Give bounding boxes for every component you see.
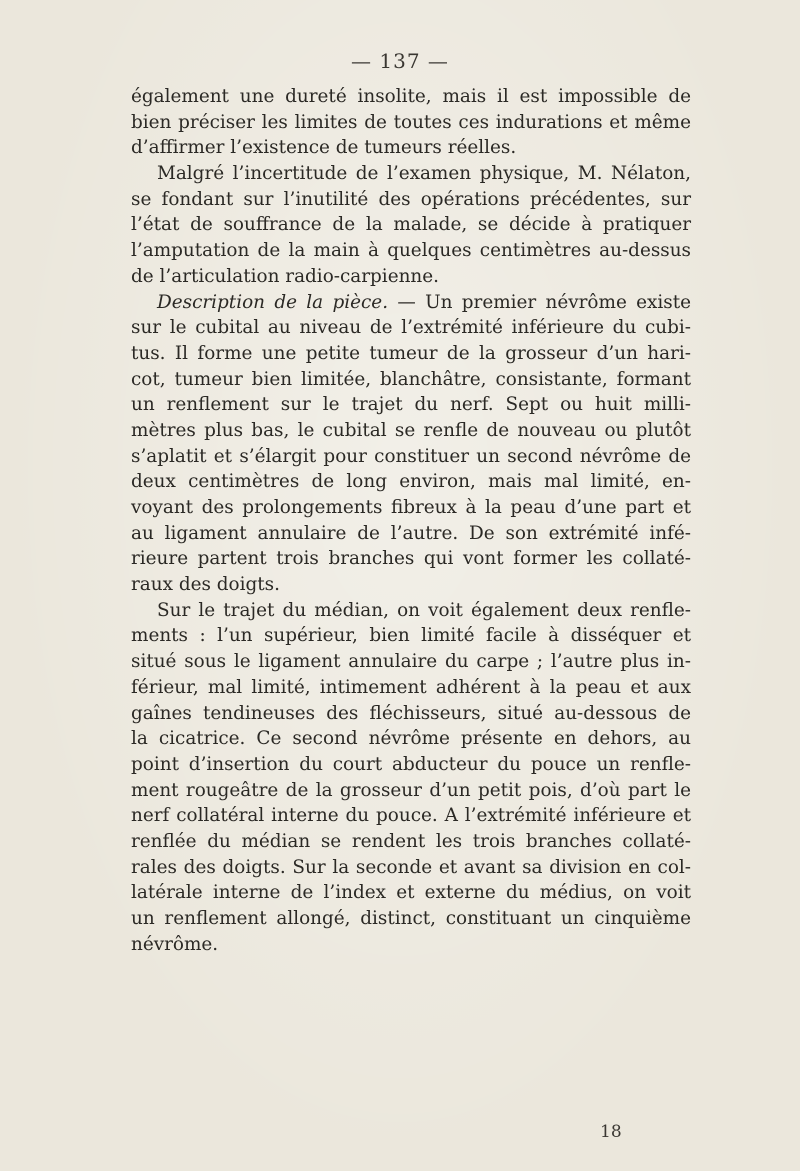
- text-line: se fondant sur l’inutilité des opérations précédentes, sur: [131, 188, 691, 210]
- text-line: mètres plus bas, le cubital se renfle de nouveau ou plutôt: [131, 419, 691, 441]
- text-line: s’aplatit et s’élargit pour constituer un second névrôme de: [131, 445, 691, 467]
- text-line: point d’insertion du court abducteur du pouce un renfle-: [131, 753, 691, 775]
- text-line: tus. Il forme une petite tumeur de la grosseur d’un hari-: [131, 342, 691, 364]
- text-line: au ligament annulaire de l’autre. De son extrémité infé-: [131, 522, 691, 544]
- text-line: la cicatrice. Ce second névrôme présente en dehors, au: [131, 728, 691, 750]
- text-line: nerf collatéral interne du pouce. A l’extrémité inférieure et: [131, 805, 691, 827]
- text-line: ment rougeâtre de la grosseur d’un petit pois, d’où part le: [131, 779, 691, 801]
- text-line: d’affirmer l’existence de tumeurs réelles.: [131, 137, 517, 159]
- text-line: névrôme.: [131, 933, 219, 955]
- text-line: cot, tumeur bien limitée, blanchâtre, consistante, formant: [131, 368, 691, 390]
- text-line: latérale interne de l’index et externe du médius, on voit: [131, 882, 691, 904]
- text-line: rales des doigts. Sur la seconde et avant sa division en col-: [131, 856, 691, 878]
- signature-mark: 18: [600, 1122, 622, 1142]
- text-line-with-heading: [131, 290, 691, 316]
- text-line: bien préciser les limites de toutes ces indurations et même: [131, 111, 691, 133]
- text-line: situé sous le ligament annulaire du carpe ; l’autre plus in-: [131, 651, 691, 673]
- text-line: également une dureté insolite, mais il est impossible de: [131, 86, 691, 107]
- text-line: Sur le trajet du médian, on voit également deux renfle-: [157, 599, 691, 621]
- text-line: un renflement sur le trajet du nerf. Sept ou huit milli-: [131, 394, 691, 416]
- text-line: de l’articulation radio-carpienne.: [131, 265, 439, 287]
- text-line: férieur, mal limité, intimement adhérent à la peau et aux: [131, 676, 691, 698]
- section-heading: Description de la pièce.: [157, 291, 389, 313]
- text-line: renflée du médian se rendent les trois branches collaté-: [131, 830, 691, 852]
- text-line: voyant des prolongements fibreux à la peau d’une part et: [131, 497, 691, 518]
- text-line: sur le cubital au niveau de l’extrémité inférieure du cubi-: [131, 317, 691, 339]
- text-line: l’état de souffrance de la malade, se décide à pratiquer: [131, 214, 691, 236]
- text-line: raux des doigts.: [131, 574, 280, 596]
- body-text: [131, 84, 691, 957]
- text-line: deux centimètres de long environ, mais mal limité, en-: [131, 471, 691, 493]
- text-line: un renflement allongé, distinct, constituant un cinquième: [131, 908, 691, 929]
- text-line: ments : l’un supérieur, bien limité facile à disséquer et: [131, 625, 691, 647]
- text-line: gaînes tendineuses des fléchisseurs, situé au-dessous de: [131, 702, 691, 724]
- text-line: rieure partent trois branches qui vont former les collaté-: [131, 548, 691, 570]
- text-fragment: — Un premier névrôme existe: [397, 291, 691, 313]
- text-line: l’amputation de la main à quelques centimètres au-dessus: [131, 240, 691, 262]
- page-number: — 137 —: [351, 49, 449, 73]
- text-line: Malgré l’incertitude de l’examen physique, M. Nélaton,: [157, 163, 691, 185]
